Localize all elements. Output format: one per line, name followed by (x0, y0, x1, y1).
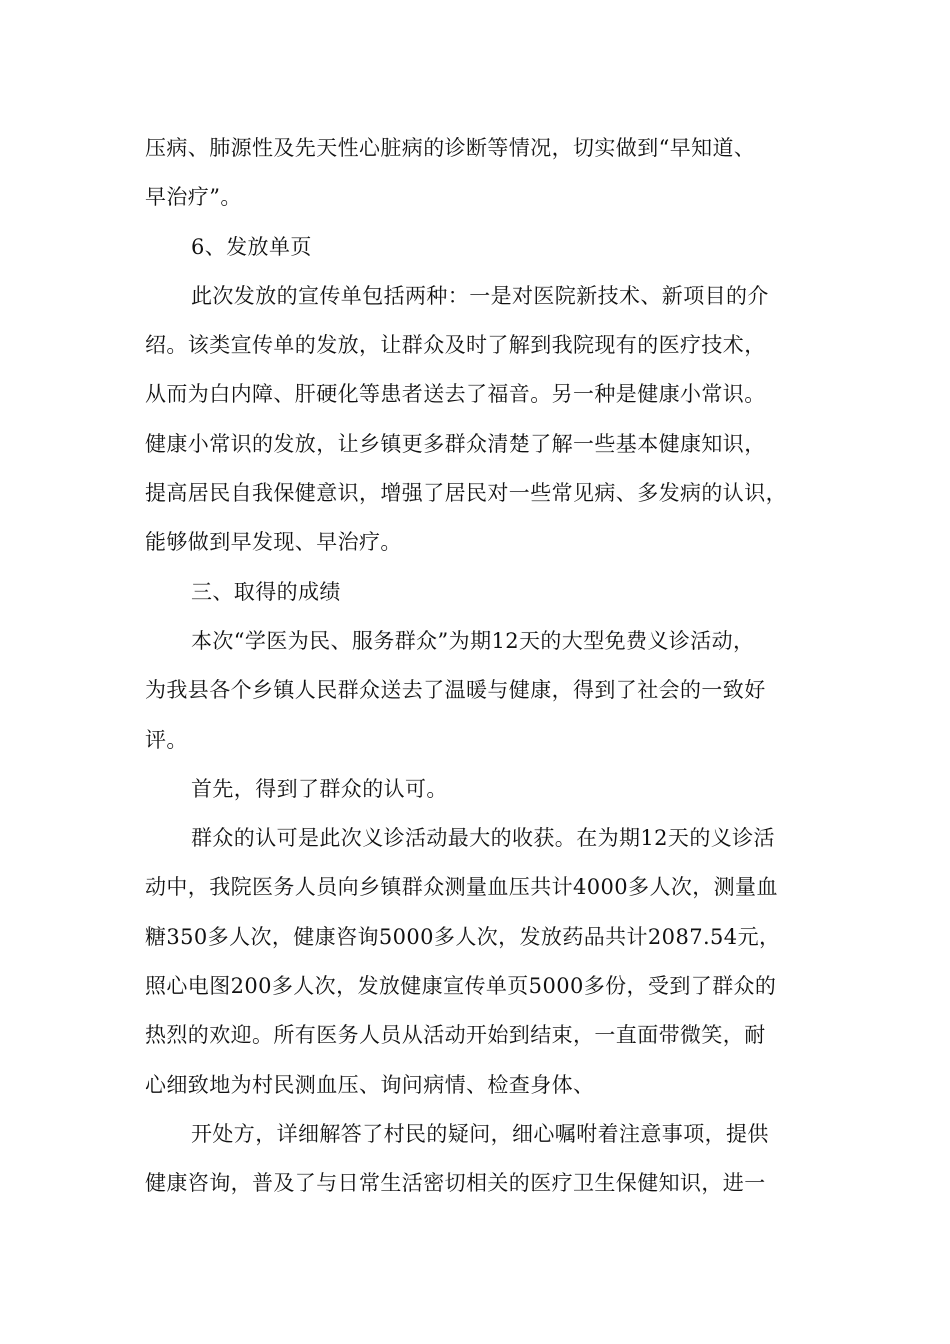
paragraph-start-line: 群众的认可是此次义诊活动最大的收获。在为期12天的义诊活 (191, 826, 775, 851)
text-line: 照心电图200多人次，发放健康宣传单页5000多份，受到了群众的 (145, 974, 777, 999)
section-heading: 三、取得的成绩 (191, 579, 341, 604)
paragraph-start-line: 首先，得到了群众的认可。 (191, 776, 448, 801)
text-line: 压病、肺源性及先天性心脏病的诊断等情况，切实做到“早知道、 (145, 136, 756, 160)
body-text (145, 124, 825, 1209)
text-line: 糖350多人次，健康咨询5000多人次，发放药品共计2087.54元， (145, 924, 781, 949)
text-line: 能够做到早发现、早治疗。 (145, 530, 402, 555)
text-line: 绍。该类宣传单的发放，让群众及时了解到我院现有的医疗技术， (145, 333, 766, 358)
text-line: 热烈的欢迎。所有医务人员从活动开始到结束，一直面带微笑，耐 (145, 1023, 766, 1048)
text-line: 动中，我院医务人员向乡镇群众测量血压共计4000多人次，测量血 (145, 875, 778, 900)
paragraph-start-line: 开处方，详细解答了村民的疑问，细心嘱咐着注意事项，提供 (191, 1121, 769, 1146)
section-heading: 6、发放单页 (191, 234, 312, 259)
text-line: 从而为白内障、肝硬化等患者送去了福音。另一种是健康小常识。 (145, 382, 766, 407)
text-line: 提高居民自我保健意识，增强了居民对一些常见病、多发病的认识， (145, 481, 787, 506)
text-line: 评。 (145, 727, 188, 752)
paragraph-start-line: 本次“学医为民、服务群众”为期12天的大型免费义诊活动， (191, 628, 755, 653)
text-line: 早治疗”。 (145, 185, 242, 210)
text-line: 为我县各个乡镇人民群众送去了温暖与健康，得到了社会的一致好 (145, 678, 766, 703)
paragraph-start-line: 此次发放的宣传单包括两种：一是对医院新技术、新项目的介 (191, 283, 769, 308)
text-line: 健康小常识的发放，让乡镇更多群众清楚了解一些基本健康知识， (145, 431, 766, 456)
text-line: 心细致地为村民测血压、询问病情、检查身体、 (145, 1072, 595, 1097)
text-line: 健康咨询，普及了与日常生活密切相关的医疗卫生保健知识，进一 (145, 1171, 766, 1196)
